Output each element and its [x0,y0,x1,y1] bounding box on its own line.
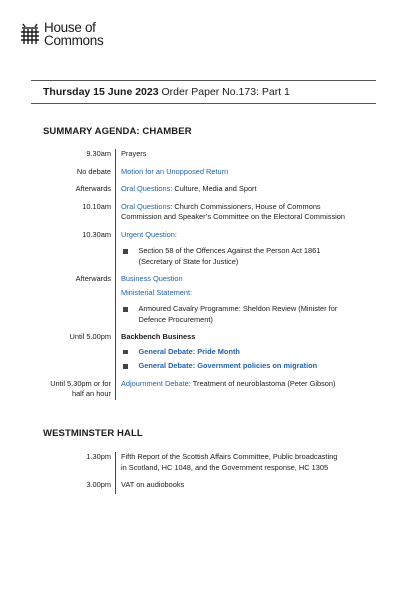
agenda-row [30,332,370,379]
agenda-item [115,274,345,332]
westminster-hall-agenda [30,452,370,494]
agenda-sub-item-text: Armoured Cavalry Programme: Sheldon Review (Minister for Defence Procurement) [138,304,338,324]
square-bullet-icon [123,307,128,312]
agenda-time: 10.10am [82,201,111,211]
agenda-time: 10.30am [82,229,111,239]
agenda-row [30,167,370,185]
agenda-row [30,202,370,230]
order-paper-date: Thursday 15 June 2023 [43,86,159,98]
agenda-item [115,167,345,185]
agenda-time: 3.00pm [86,480,111,489]
logo-line-1: House of [44,20,96,35]
agenda-item-text: VAT on audiobooks [121,480,185,489]
agenda-row [30,379,370,400]
agenda-time: No debate [76,166,111,176]
chamber-agenda [30,149,370,400]
agenda-sub-item [121,357,345,372]
adjournment-debate-link[interactable]: Adjournment Debate [121,378,189,388]
agenda-time: Until 5.00pm [69,332,111,341]
agenda-sub-item-text: Section 58 of the Offences Against the Person Act 1861 (Secretary of State for Justice) [138,246,321,266]
agenda-item [115,202,345,230]
agenda-sub-item [121,240,345,267]
agenda-time-line: Until 5.30pm or for [50,378,111,388]
square-bullet-icon [123,364,128,369]
agenda-item-text: Prayers [121,149,147,158]
agenda-item [115,184,345,202]
agenda-time: Afterwards [75,184,111,193]
agenda-row [30,480,370,494]
chamber-section-title: SUMMARY AGENDA: CHAMBER [43,126,192,137]
urgent-question-link[interactable]: Urgent Question: [121,229,177,239]
agenda-row [30,149,370,167]
backbench-business-heading: Backbench Business [121,332,196,341]
oral-questions-link[interactable]: Oral Questions [121,184,171,193]
agenda-item [115,230,345,275]
agenda-item [115,379,345,400]
pride-month-debate-link[interactable]: General Debate: Pride Month [138,346,240,356]
order-paper-number: Order Paper No.173: Part 1 [161,86,290,98]
header-rule-top [31,80,376,81]
agenda-item [115,332,345,379]
order-paper-header [43,86,290,98]
house-of-commons-logo [20,22,103,47]
agenda-row [30,452,370,480]
agenda-item [115,480,345,494]
agenda-item-text: : Treatment of neuroblastoma (Peter Gibson) [188,378,336,388]
oral-questions-link[interactable]: Oral Questions [121,201,171,211]
agenda-time-line: half an hour [71,389,111,398]
agenda-time: Afterwards [75,274,111,283]
agenda-sub-item [121,298,345,325]
agenda-row [30,184,370,202]
business-question-link[interactable]: Business Question [121,274,183,283]
ministerial-statement-link[interactable]: Ministerial Statement: [121,287,193,297]
header-rule-bottom [31,103,376,104]
logo-wordmark [44,22,103,47]
agenda-sub-item [121,343,345,358]
agenda-row [30,274,370,332]
portcullis-icon [20,23,40,45]
agenda-item-text: : Culture, Media and Sport [170,184,257,193]
agenda-item [115,452,345,480]
unopposed-return-link[interactable]: Motion for an Unopposed Return [121,166,229,176]
agenda-time [30,379,115,400]
westminster-hall-section-title: WESTMINSTER HALL [43,428,143,439]
square-bullet-icon [123,249,128,254]
logo-line-2: Commons [44,32,104,48]
agenda-item [115,149,345,167]
migration-debate-link[interactable]: General Debate: Government policies on migration [138,361,318,370]
agenda-time: 9.30am [86,149,111,158]
agenda-item-text: Fifth Report of the Scottish Affairs Committee, Public broadcasting in Scotland, HC 1048, and the Government response, HC 1305 [121,452,338,472]
agenda-item-text: : Church Commissioners, House of Commons Commission and Speaker’s Committee on the Electoral Commission [121,201,345,221]
square-bullet-icon [123,350,128,355]
agenda-time: 1.30pm [86,452,111,461]
agenda-row [30,230,370,275]
